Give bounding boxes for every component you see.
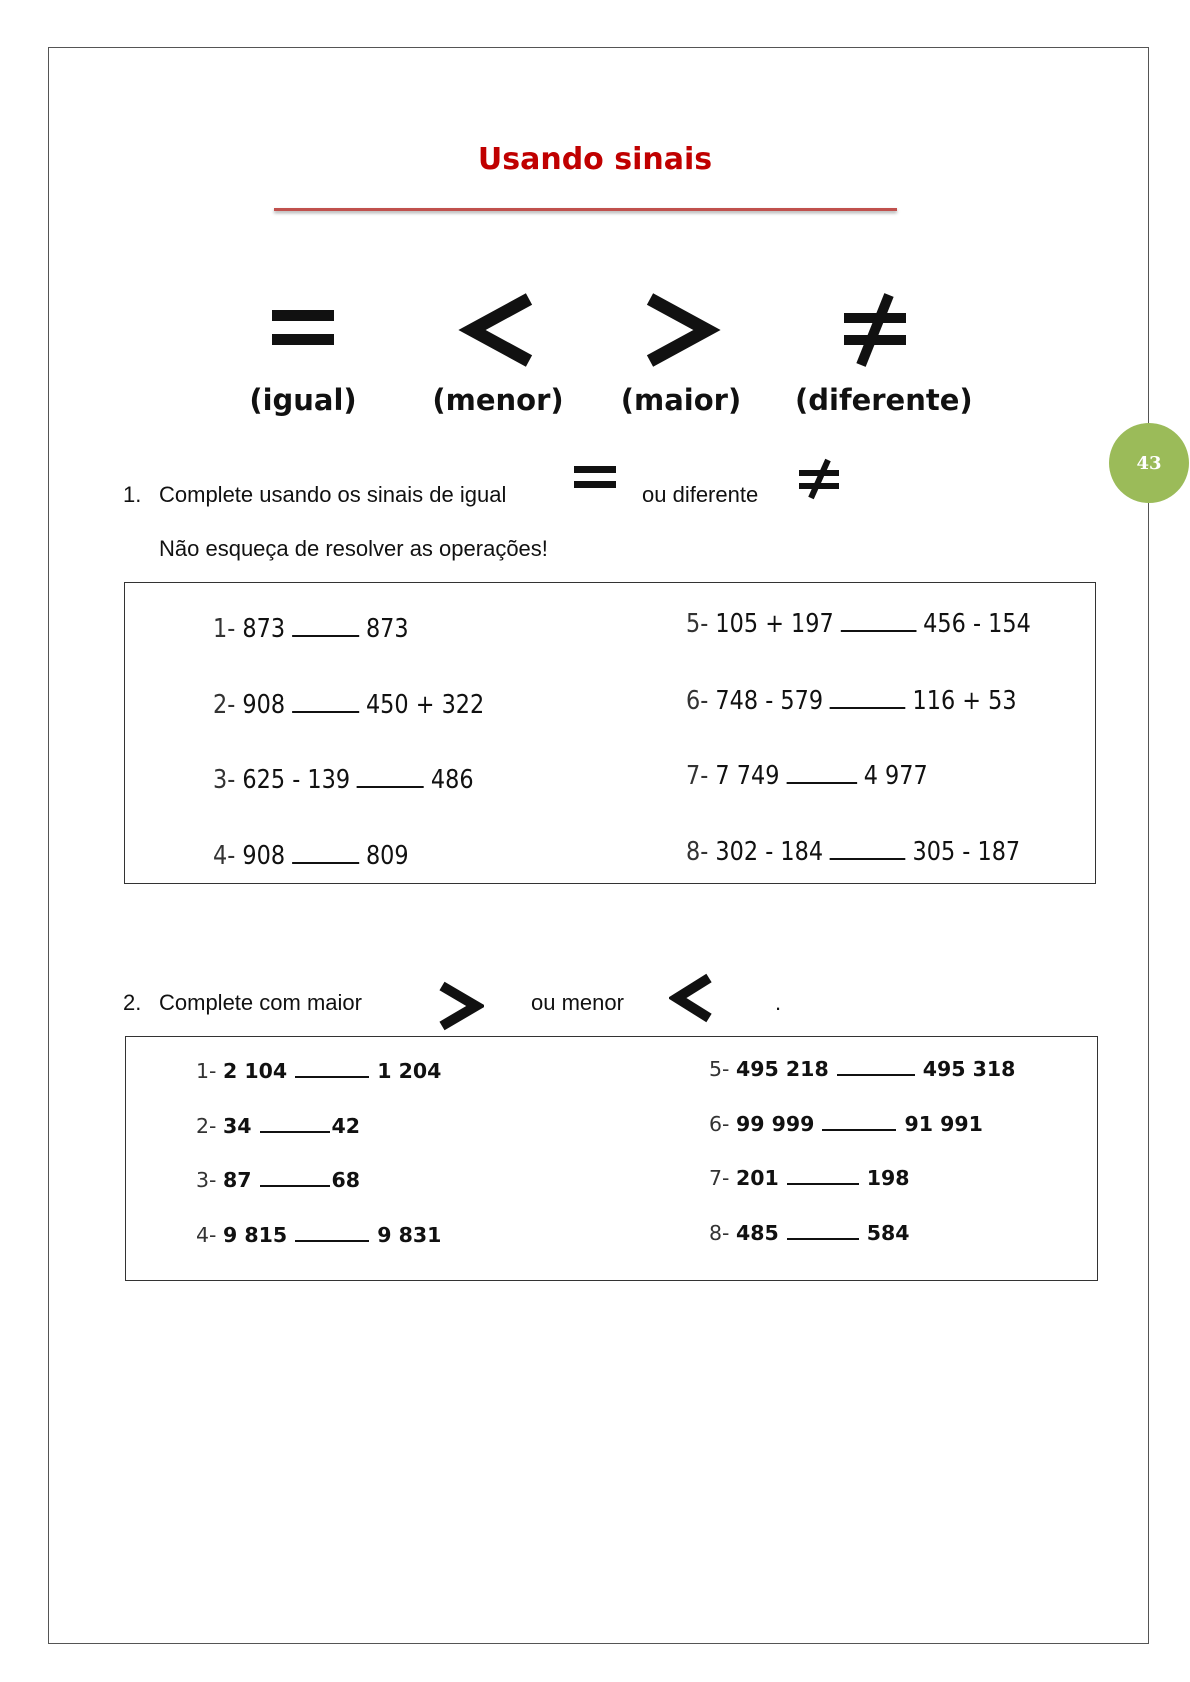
exercise-item: 6- 748 - 579 116 + 53 (686, 686, 1017, 716)
sign-not-equal (795, 285, 973, 417)
sign-less (418, 285, 578, 417)
answer-blank[interactable] (822, 1129, 896, 1131)
exercise-item: 2- 908 450 + 322 (213, 690, 485, 720)
answer-blank[interactable] (260, 1131, 330, 1133)
exercise-item: 5- 105 + 197 456 - 154 (686, 609, 1031, 639)
less-than-icon (418, 285, 578, 380)
greater-than-icon (601, 285, 761, 380)
sign-greater (601, 285, 761, 417)
equal-sign-icon (223, 285, 383, 380)
q2-exercise-box (125, 1036, 1098, 1281)
answer-blank[interactable] (837, 1074, 915, 1076)
sign-label: (menor) (432, 383, 564, 417)
less-than-icon (669, 970, 717, 1031)
q2-number: 2. (123, 990, 142, 1015)
answer-blank[interactable] (787, 1238, 859, 1240)
answer-blank[interactable] (357, 786, 424, 788)
answer-blank[interactable] (292, 635, 359, 637)
not-equal-icon (795, 285, 955, 380)
exercise-item: 2- 34 42 (196, 1114, 361, 1138)
exercise-item: 6- 99 999 91 991 (709, 1112, 983, 1136)
not-equal-icon (796, 456, 842, 507)
exercise-item: 7- 7 749 4 977 (686, 761, 928, 791)
exercise-item: 1- 2 104 1 204 (196, 1059, 442, 1083)
answer-blank[interactable] (786, 782, 857, 784)
exercise-item: 8- 485 584 (709, 1221, 910, 1245)
exercise-item: 3- 87 68 (196, 1168, 361, 1192)
exercise-item: 7- 201 198 (709, 1166, 910, 1190)
equal-sign-icon (572, 462, 618, 497)
q1-note: Não esqueça de resolver as operações! (159, 536, 548, 561)
exercise-item: 1- 873 873 (213, 614, 409, 644)
answer-blank[interactable] (292, 862, 359, 864)
exercise-item: 8- 302 - 184 305 - 187 (686, 837, 1021, 867)
answer-blank[interactable] (295, 1240, 369, 1242)
answer-blank[interactable] (295, 1076, 369, 1078)
exercise-item: 4- 9 815 9 831 (196, 1223, 442, 1247)
exercise-item: 5- 495 218 495 318 (709, 1057, 1016, 1081)
answer-blank[interactable] (841, 630, 917, 632)
sign-label: (maior) (620, 383, 742, 417)
q1-text-or: ou diferente (642, 482, 759, 507)
page-number-badge: 43 (1109, 423, 1189, 503)
title-underline (274, 208, 897, 211)
q2-period: . (775, 990, 782, 1015)
sign-equal (223, 285, 383, 417)
answer-blank[interactable] (260, 1185, 330, 1187)
q2-text: Complete com maior (159, 990, 362, 1015)
sign-label: (igual) (249, 383, 357, 417)
q1-text: Complete usando os sinais de igual (159, 482, 507, 507)
answer-blank[interactable] (292, 711, 359, 713)
q2-text-or: ou menor (531, 990, 624, 1015)
page-title: Usando sinais (477, 142, 713, 177)
greater-than-icon (436, 978, 484, 1039)
q1-number: 1. (123, 482, 142, 507)
exercise-item: 4- 908 809 (213, 841, 409, 871)
answer-blank[interactable] (787, 1183, 859, 1185)
q1-exercise-box (124, 582, 1096, 884)
exercise-item: 3- 625 - 139 486 (213, 765, 474, 795)
answer-blank[interactable] (830, 858, 906, 860)
sign-label: (diferente) (795, 383, 973, 417)
answer-blank[interactable] (830, 707, 906, 709)
